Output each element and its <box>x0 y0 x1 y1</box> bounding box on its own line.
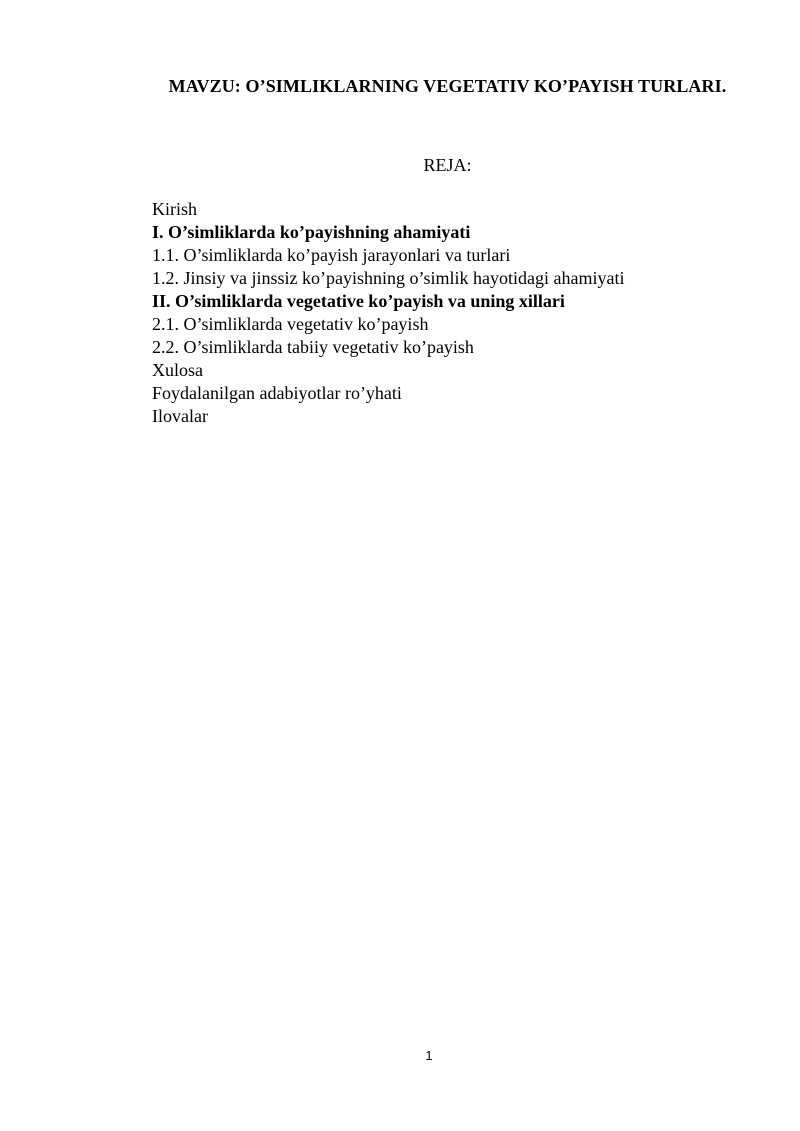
plan-item-chapter-1: I. O’simliklarda ko’payishning ahamiyati <box>152 222 471 242</box>
page-number: 1 <box>425 1048 433 1063</box>
plan-item-conclusion: Xulosa <box>152 360 203 380</box>
plan-item-appendices: Ilovalar <box>152 406 208 426</box>
plan-item-section-1-1: 1.1. O’simliklarda ko’payish jarayonlari va turlari <box>152 245 511 265</box>
plan-item-introduction: Kirish <box>152 199 197 219</box>
plan-item-section-2-1: 2.1. O’simliklarda vegetativ ko’payish <box>152 314 429 334</box>
document-title: MAVZU: O’SIMLIKLARNING VEGETATIV KO’PAYISH TURLARI. <box>168 76 727 96</box>
plan-heading: REJA: <box>423 155 472 175</box>
plan-item-references: Foydalanilgan adabiyotlar ro’yhati <box>152 383 402 403</box>
plan-item-section-2-2: 2.2. O’simliklarda tabiiy vegetativ ko’payish <box>152 337 474 357</box>
plan-item-chapter-2: II. O’simliklarda vegetative ko’payish va uning xillari <box>152 291 565 311</box>
plan-item-section-1-2: 1.2. Jinsiy va jinssiz ko’payishning o’simlik hayotidagi ahamiyati <box>152 268 625 288</box>
plan-list <box>152 198 752 428</box>
